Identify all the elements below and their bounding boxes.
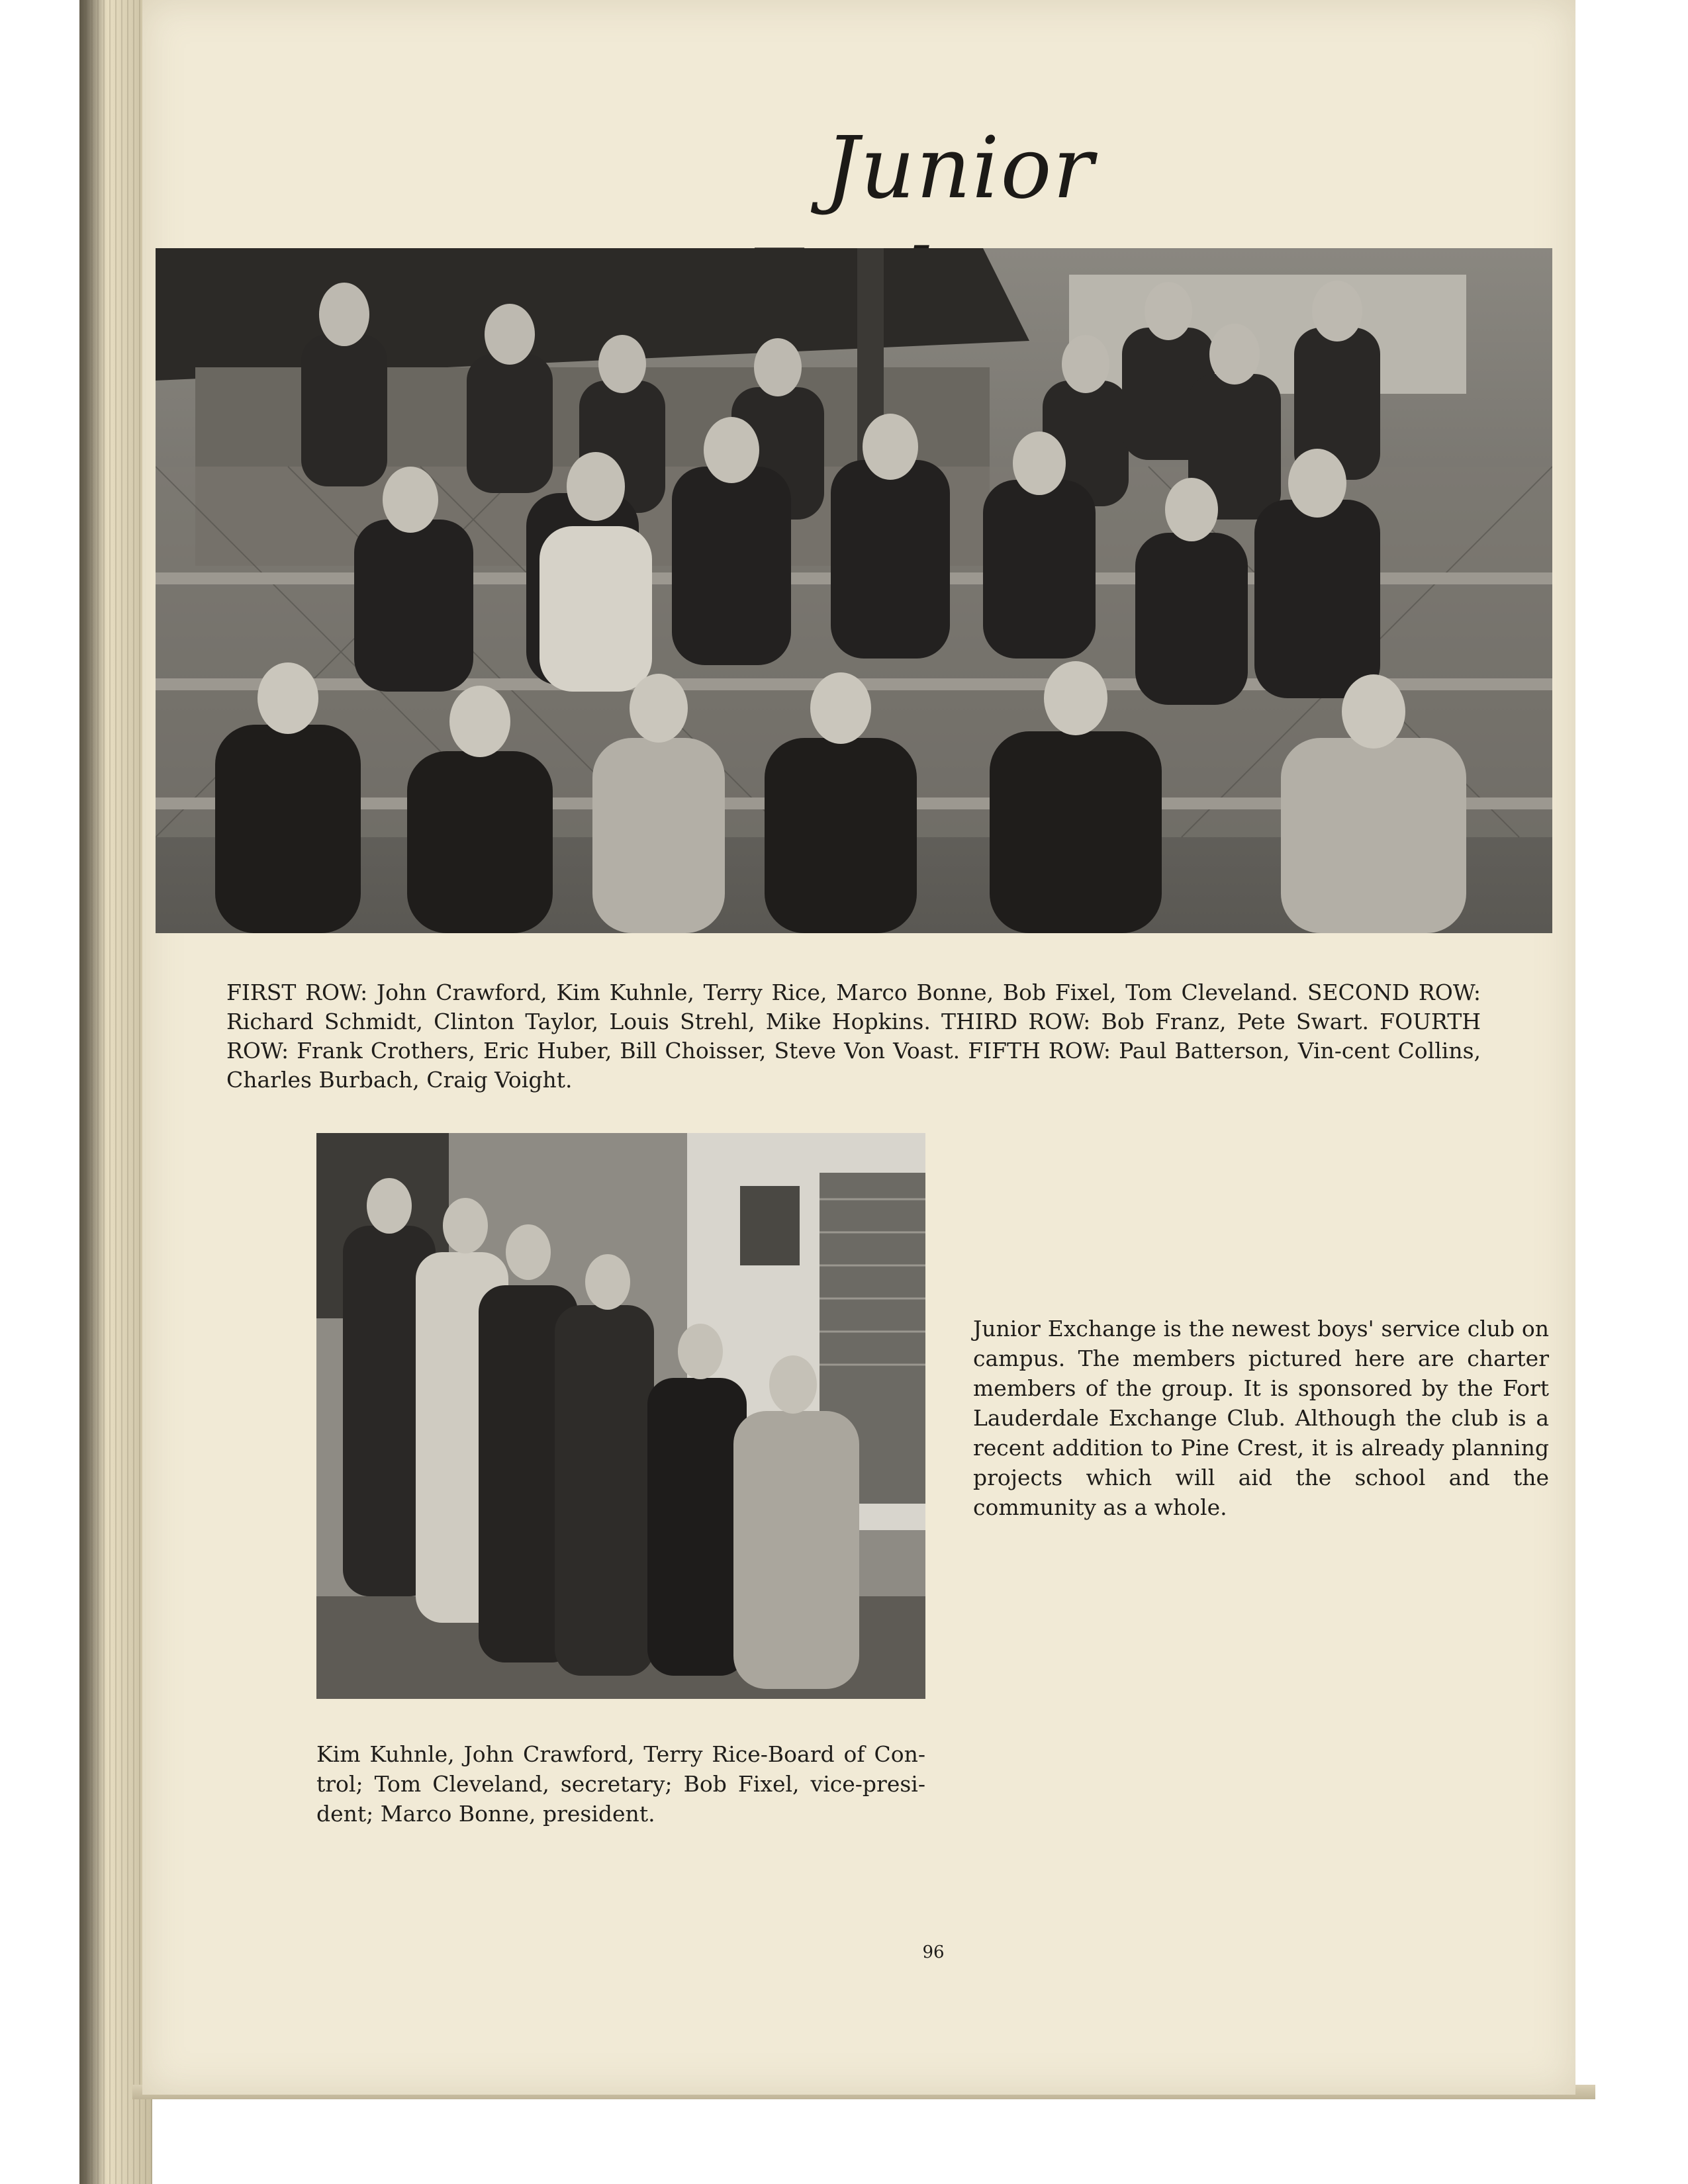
officers-photo-caption: Kim Kuhnle, John Crawford, Terry Rice-Board of Con-trol; Tom Cleveland, secretary; Bob Fixel, vice-presi-dent; Marco Bonne, president.: [316, 1741, 925, 1827]
page-title: Junior: [825, 119, 1095, 218]
page-number: 96: [922, 1942, 945, 1962]
group-photo-caption: FIRST ROW: John Crawford, Kim Kuhnle, Terry Rice, Marco Bonne, Bob Fixel, Tom Cleveland. SECOND ROW: Richard Schmidt, Clinton Taylor, Louis Strehl, Mike Hopkins. THIRD ROW: Bob Franz, Pete Swart. FOURTH ROW: Frank Crothers, Eric Huber, Bill Choisser, Steve Von Voast. FIFTH ROW: Paul Batterson, Vin-cent Collins, Charles Burbach, Craig Voight.: [226, 979, 1481, 1093]
club-description: Junior Exchange is the newest boys' service club on campus. The members pictured here are charter members of the group. It is sponsored by the Fort Lauderdale Exchange Club. Although the club is a recent addition to Pine Crest, it is already planning projects which will aid the school and the community as a whole.: [973, 1316, 1549, 1520]
group-photo: [156, 248, 1552, 933]
officers-photo: [316, 1133, 925, 1699]
spine-shadow: [79, 0, 106, 2184]
